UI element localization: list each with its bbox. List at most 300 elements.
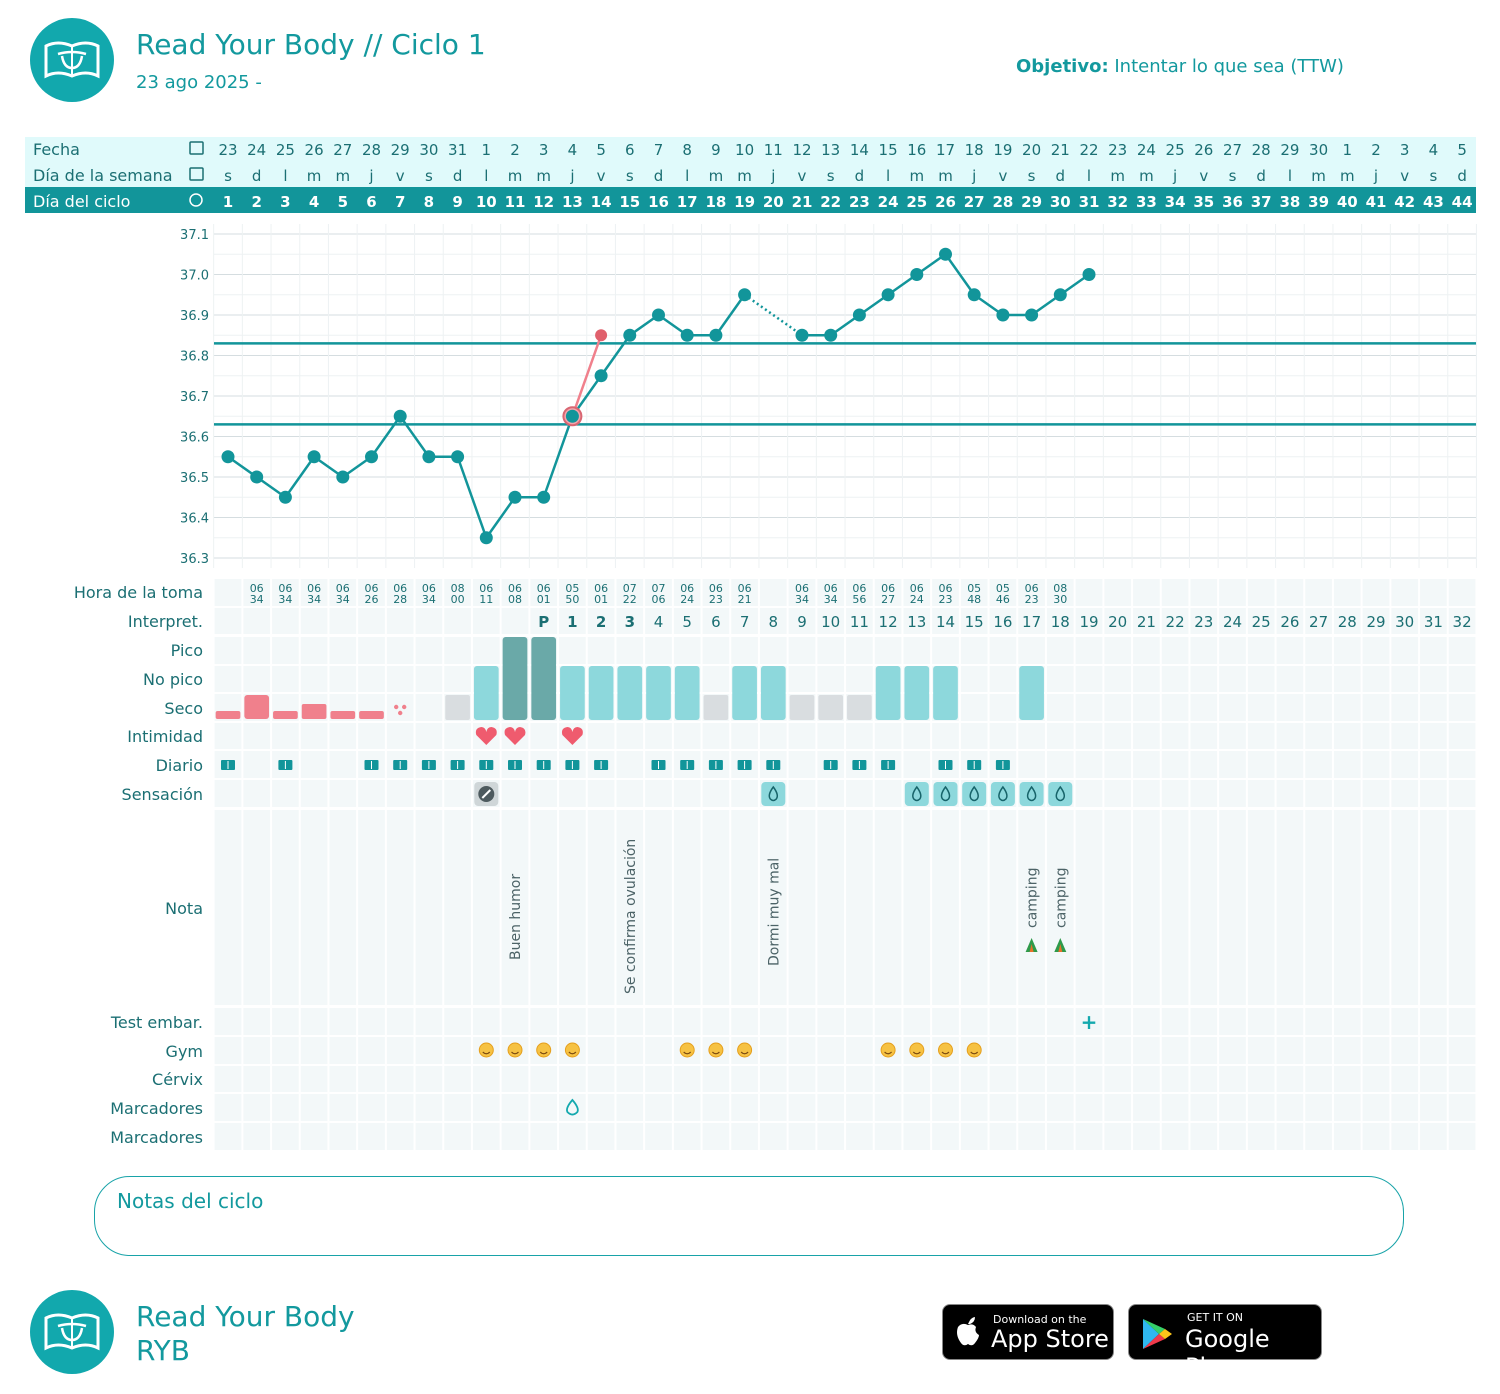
weekday-tick: s xyxy=(625,167,634,185)
date-tick: 26 xyxy=(1194,141,1214,159)
weekday-tick: m xyxy=(536,167,552,185)
cell-bg xyxy=(961,637,988,664)
cell-bg xyxy=(846,637,873,664)
interpret-label: P xyxy=(538,613,550,631)
cell-bg xyxy=(1420,1066,1447,1092)
footer-brand xyxy=(136,1300,355,1368)
cell-bg xyxy=(444,1094,471,1121)
cell-bg xyxy=(272,637,299,664)
date-tick: 25 xyxy=(1165,141,1185,159)
cell-bg xyxy=(1104,780,1131,807)
interpret-label: 5 xyxy=(682,613,692,631)
cycle-day-tick: 19 xyxy=(734,193,756,211)
cell-bg xyxy=(416,637,443,664)
time-minute: 30 xyxy=(1053,593,1068,606)
cell-bg xyxy=(789,810,816,1005)
cell-bg xyxy=(1449,1094,1476,1121)
cell-bg xyxy=(1162,1094,1189,1121)
cycle-start-date: 23 ago 2025 - xyxy=(136,72,262,93)
time-minute: 50 xyxy=(565,593,580,606)
weekday-tick: j xyxy=(771,167,776,185)
interpret-label: 22 xyxy=(1165,613,1185,631)
cell-bg xyxy=(1420,637,1447,664)
interpret-label: 23 xyxy=(1194,613,1214,631)
interpret-label: 6 xyxy=(711,613,721,631)
dry-bar xyxy=(847,695,872,720)
cell-bg xyxy=(1277,1037,1304,1064)
cell-bg xyxy=(301,1066,328,1092)
cell-bg xyxy=(1190,579,1217,606)
cell-bg xyxy=(215,1008,242,1035)
cycle-day-tick: 1 xyxy=(222,193,234,211)
cell-bg xyxy=(329,1123,356,1150)
row-label-nota: Nota xyxy=(165,899,203,918)
note-text: camping xyxy=(1024,867,1041,928)
cell-bg xyxy=(990,1008,1017,1035)
cell-bg xyxy=(1248,694,1275,721)
y-tick-label: 36.3 xyxy=(180,552,209,567)
weekday-tick: l xyxy=(283,167,288,185)
cycle-day-tick: 3 xyxy=(280,193,291,211)
cell-bg xyxy=(329,1037,356,1064)
cell-bg xyxy=(645,1008,672,1035)
cell-bg xyxy=(1449,1037,1476,1064)
cell-bg xyxy=(1076,1037,1103,1064)
dry-bar xyxy=(818,695,843,720)
cell-bg xyxy=(1076,751,1103,778)
cell-bg xyxy=(645,1094,672,1121)
cell-bg xyxy=(1018,1094,1045,1121)
cell-bg xyxy=(1305,751,1332,778)
cell-bg xyxy=(1305,579,1332,606)
cell-bg xyxy=(530,780,557,807)
cycle-day-tick: 27 xyxy=(963,193,985,211)
cell-bg xyxy=(1363,579,1390,606)
time-minute: 26 xyxy=(364,593,379,606)
cell-bg xyxy=(358,608,385,634)
google-play-button[interactable] xyxy=(1128,1304,1322,1381)
book-uterus-icon xyxy=(42,1308,102,1356)
period-light-bar xyxy=(273,711,298,719)
date-tick: 29 xyxy=(390,141,410,159)
time-hour: 08 xyxy=(450,582,465,595)
period-light-bar xyxy=(216,711,241,719)
cell-bg xyxy=(703,1094,730,1121)
cell-bg xyxy=(1190,723,1217,749)
cycle-day-tick: 23 xyxy=(848,193,870,211)
cell-bg xyxy=(731,1008,758,1035)
cell-bg xyxy=(301,1123,328,1150)
y-tick-label: 37.1 xyxy=(180,228,209,243)
cell-bg xyxy=(1219,1066,1246,1092)
weekday-tick: m xyxy=(507,167,523,185)
date-tick: 30 xyxy=(419,141,439,159)
cycle-day-tick: 33 xyxy=(1135,193,1157,211)
nonpeak-bar xyxy=(589,666,614,720)
cell-bg xyxy=(932,1008,959,1035)
cycle-day-tick: 21 xyxy=(791,193,813,211)
weekday-tick: m xyxy=(1339,167,1355,185)
cell-bg xyxy=(1047,637,1074,664)
cell-bg xyxy=(616,1094,643,1121)
cell-bg xyxy=(903,810,930,1005)
cell-bg xyxy=(817,780,844,807)
app-store-button[interactable] xyxy=(942,1304,1114,1360)
cell-bg xyxy=(530,810,557,1005)
cycle-day-tick: 40 xyxy=(1336,193,1358,211)
cell-bg xyxy=(1133,694,1160,721)
cell-bg xyxy=(502,1066,529,1092)
pregnancy-test-mark: + xyxy=(1080,1010,1098,1034)
cell-bg xyxy=(1076,637,1103,664)
cycle-day-tick: 4 xyxy=(308,193,320,211)
row-label-hora: Hora de la toma xyxy=(73,583,203,602)
cell-bg xyxy=(1334,810,1361,1005)
cell-bg xyxy=(703,1008,730,1035)
weekday-tick: v xyxy=(998,167,1008,185)
weekday-tick: d xyxy=(653,167,664,185)
temperature-point xyxy=(824,329,837,342)
time-minute: 27 xyxy=(881,593,896,606)
cell-bg xyxy=(1363,1008,1390,1035)
cell-bg xyxy=(1219,1008,1246,1035)
interpret-label: 20 xyxy=(1108,613,1128,631)
cell-bg xyxy=(760,637,787,664)
cell-bg xyxy=(358,1008,385,1035)
cell-bg xyxy=(1104,1094,1131,1121)
date-tick: 3 xyxy=(1399,141,1410,159)
cell-bg xyxy=(215,666,242,692)
time-minute: 06 xyxy=(651,593,666,606)
interpret-label: 16 xyxy=(993,613,1013,631)
note-text: camping xyxy=(1053,867,1070,928)
cell-bg xyxy=(616,780,643,807)
smile-icon xyxy=(479,1043,493,1057)
interpret-label: 9 xyxy=(797,613,807,631)
cell-bg xyxy=(215,1094,242,1121)
cell-bg xyxy=(358,1123,385,1150)
cell-bg xyxy=(358,666,385,692)
cell-bg xyxy=(645,1037,672,1064)
cell-bg xyxy=(1248,780,1275,807)
cell-bg xyxy=(731,1123,758,1150)
weekday-tick: s xyxy=(826,167,835,185)
nonpeak-bar xyxy=(904,666,929,720)
cycle-day-tick: 44 xyxy=(1451,193,1473,211)
date-tick: 12 xyxy=(792,141,812,159)
cell-bg xyxy=(703,637,730,664)
cycle-day-tick: 16 xyxy=(648,193,669,211)
weekday-tick: m xyxy=(1110,167,1126,185)
cell-bg xyxy=(530,723,557,749)
weekday-tick: l xyxy=(886,167,891,185)
cell-bg xyxy=(243,1066,270,1092)
sensation-cell xyxy=(934,782,958,806)
cell-bg xyxy=(243,1123,270,1150)
cell-bg xyxy=(1047,1123,1074,1150)
cell-bg xyxy=(1190,810,1217,1005)
cycle-day-tick: 32 xyxy=(1107,193,1129,211)
date-tick: 30 xyxy=(1309,141,1329,159)
smile-icon xyxy=(680,1043,694,1057)
cell-bg xyxy=(846,1094,873,1121)
cell-bg xyxy=(789,1066,816,1092)
cycle-day-tick: 35 xyxy=(1193,193,1215,211)
cell-bg xyxy=(1391,723,1418,749)
cell-bg xyxy=(243,723,270,749)
date-tick: 2 xyxy=(510,141,520,159)
cell-bg xyxy=(1420,666,1447,692)
cell-bg xyxy=(1363,1123,1390,1150)
cell-bg xyxy=(846,1037,873,1064)
cell-bg xyxy=(358,637,385,664)
cell-bg xyxy=(645,723,672,749)
nonpeak-bar xyxy=(761,666,786,720)
cell-bg xyxy=(1363,694,1390,721)
cell-bg xyxy=(1190,1123,1217,1150)
footer-brand-short: RYB xyxy=(136,1334,190,1367)
cell-bg xyxy=(301,1008,328,1035)
cell-bg xyxy=(387,780,414,807)
cell-bg xyxy=(1334,1008,1361,1035)
cell-bg xyxy=(444,666,471,692)
cell-bg xyxy=(215,1037,242,1064)
cell-bg xyxy=(243,810,270,1005)
cycle-day-tick: 22 xyxy=(820,193,842,211)
peak-bar xyxy=(531,637,556,720)
smile-icon xyxy=(738,1043,752,1057)
cell-bg xyxy=(243,1094,270,1121)
note-text: Buen humor xyxy=(508,873,524,960)
date-tick: 4 xyxy=(1428,141,1439,159)
cell-bg xyxy=(1104,694,1131,721)
cell-bg xyxy=(1076,1123,1103,1150)
cell-bg xyxy=(1076,666,1103,692)
temperature-point xyxy=(882,288,895,301)
cell-bg xyxy=(272,1123,299,1150)
date-tick: 5 xyxy=(1457,141,1467,159)
cell-bg xyxy=(616,1037,643,1064)
cell-bg xyxy=(243,637,270,664)
cell-bg xyxy=(1104,751,1131,778)
cell-bg xyxy=(473,637,500,664)
cell-bg xyxy=(875,810,902,1005)
row-label-interpret: Interpret. xyxy=(127,612,203,631)
date-tick: 25 xyxy=(275,141,295,159)
cell-bg xyxy=(1190,1037,1217,1064)
interpret-label: 26 xyxy=(1280,613,1300,631)
interpret-label: 31 xyxy=(1423,613,1443,631)
weekday-tick: v xyxy=(797,167,807,185)
temperature-point xyxy=(623,329,636,342)
cell-bg xyxy=(1334,1037,1361,1064)
cell-bg xyxy=(1334,694,1361,721)
temperature-point xyxy=(222,450,235,463)
objective-label: Objetivo: xyxy=(1016,56,1109,77)
cell-bg xyxy=(703,810,730,1005)
cell-bg xyxy=(444,723,471,749)
cell-bg xyxy=(1449,1123,1476,1150)
cell-bg xyxy=(1248,637,1275,664)
cell-bg xyxy=(731,637,758,664)
cell-bg xyxy=(932,810,959,1005)
date-tick: 13 xyxy=(821,141,841,159)
cycle-notes-box[interactable] xyxy=(94,1176,1404,1256)
cell-bg xyxy=(215,723,242,749)
period-heavy-bar xyxy=(244,695,269,719)
cell-bg xyxy=(473,608,500,634)
cell-bg xyxy=(588,1008,615,1035)
cell-bg xyxy=(1363,1066,1390,1092)
cell-bg xyxy=(301,810,328,1005)
cell-bg xyxy=(990,1094,1017,1121)
interpret-label: 2 xyxy=(595,613,607,631)
date-tick: 9 xyxy=(711,141,721,159)
weekday-tick: s xyxy=(1429,167,1438,185)
cell-bg xyxy=(1420,780,1447,807)
temperature-point xyxy=(968,288,981,301)
cell-bg xyxy=(1047,666,1074,692)
cell-bg xyxy=(215,637,242,664)
cycle-day-tick: 26 xyxy=(935,193,956,211)
cycle-day-tick: 15 xyxy=(619,193,641,211)
weekday-tick: m xyxy=(938,167,953,185)
cycle-day-tick: 7 xyxy=(394,193,406,211)
cell-bg xyxy=(329,1066,356,1092)
cell-bg xyxy=(387,1037,414,1064)
cell-bg xyxy=(1305,694,1332,721)
time-minute: 48 xyxy=(967,593,982,606)
cell-bg xyxy=(1104,1066,1131,1092)
interpret-label: 11 xyxy=(849,613,869,631)
cell-bg xyxy=(1391,751,1418,778)
cell-bg xyxy=(301,666,328,692)
cell-bg xyxy=(1334,1094,1361,1121)
cell-bg xyxy=(616,1123,643,1150)
cell-bg xyxy=(1104,666,1131,692)
cycle-day-tick: 31 xyxy=(1078,193,1100,211)
cell-bg xyxy=(329,780,356,807)
cell-bg xyxy=(215,608,242,634)
smile-icon xyxy=(967,1043,981,1057)
cell-bg xyxy=(1420,723,1447,749)
cell-bg xyxy=(1391,637,1418,664)
time-minute: 34 xyxy=(421,593,436,606)
interpret-label: 8 xyxy=(768,613,779,631)
time-hour: 05 xyxy=(995,582,1010,595)
cell-bg xyxy=(1133,1008,1160,1035)
note-text: Dormi muy mal xyxy=(766,857,783,966)
cell-bg xyxy=(1391,694,1418,721)
cell-bg xyxy=(1305,1037,1332,1064)
cycle-day-tick: 37 xyxy=(1250,193,1272,211)
cell-bg xyxy=(789,751,816,778)
cell-bg xyxy=(272,666,299,692)
date-tick: 11 xyxy=(763,141,783,159)
footer-logo xyxy=(30,1290,114,1374)
time-minute: 34 xyxy=(335,593,350,606)
cell-bg xyxy=(1219,1037,1246,1064)
cell-bg xyxy=(932,1066,959,1092)
cell-bg xyxy=(731,723,758,749)
weekday-tick: v xyxy=(1400,167,1410,185)
interpret-label: 14 xyxy=(935,613,956,631)
cell-bg xyxy=(588,1066,615,1092)
time-minute: 23 xyxy=(708,593,723,606)
cell-bg xyxy=(1248,1094,1275,1121)
cell-bg xyxy=(1248,751,1275,778)
weekday-tick: j xyxy=(1173,167,1178,185)
interpret-label: 24 xyxy=(1222,613,1243,631)
cell-bg xyxy=(932,1123,959,1150)
cell-bg xyxy=(1420,1037,1447,1064)
cell-bg xyxy=(846,666,873,692)
interpret-label: 15 xyxy=(964,613,984,631)
cell-bg xyxy=(932,1094,959,1121)
cell-bg xyxy=(875,1066,902,1092)
y-tick-label: 37.0 xyxy=(180,268,209,284)
cell-bg xyxy=(358,1037,385,1064)
objective-value: Intentar lo que sea (TTW) xyxy=(1114,56,1344,77)
weekday-tick: v xyxy=(1199,167,1209,185)
cell-bg xyxy=(387,1008,414,1035)
time-hour: 06 xyxy=(708,582,723,595)
cell-bg xyxy=(1248,579,1275,606)
cell-bg xyxy=(416,810,443,1005)
cell-bg xyxy=(616,723,643,749)
temperature-point xyxy=(939,248,952,261)
time-hour: 06 xyxy=(249,582,264,595)
cell-bg xyxy=(1047,694,1074,721)
weekday-tick: j xyxy=(369,167,374,185)
cell-bg xyxy=(530,1008,557,1035)
cell-bg xyxy=(875,1123,902,1150)
cell-bg xyxy=(616,1008,643,1035)
period-light-bar xyxy=(330,711,355,719)
date-tick: 28 xyxy=(361,141,382,159)
temperature-point xyxy=(451,450,464,463)
cell-bg xyxy=(1363,637,1390,664)
cell-bg xyxy=(416,1094,443,1121)
time-hour: 06 xyxy=(680,582,695,595)
cell-bg xyxy=(1449,723,1476,749)
cell-bg xyxy=(1018,1037,1045,1064)
cycle-day-tick: 36 xyxy=(1222,193,1243,211)
interpret-label: 4 xyxy=(653,613,664,631)
cell-bg xyxy=(1363,810,1390,1005)
cell-bg xyxy=(1190,1066,1217,1092)
smile-icon xyxy=(881,1043,895,1057)
temperature-point xyxy=(365,450,378,463)
cycle-day-tick: 24 xyxy=(877,193,899,211)
weekday-tick: j xyxy=(972,167,977,185)
cell-bg xyxy=(760,1037,787,1064)
cell-bg xyxy=(1162,666,1189,692)
nonpeak-bar xyxy=(876,666,901,720)
date-tick: 6 xyxy=(625,141,635,159)
cell-bg xyxy=(1076,579,1103,606)
cell-bg xyxy=(1449,751,1476,778)
cell-bg xyxy=(1076,1066,1103,1092)
cell-bg xyxy=(1133,1066,1160,1092)
cell-bg xyxy=(817,810,844,1005)
cell-bg xyxy=(674,810,701,1005)
date-tick: 31 xyxy=(448,141,468,159)
time-minute: 01 xyxy=(536,593,551,606)
cell-bg xyxy=(731,1094,758,1121)
cell-bg xyxy=(1334,579,1361,606)
weekday-tick: j xyxy=(570,167,575,185)
